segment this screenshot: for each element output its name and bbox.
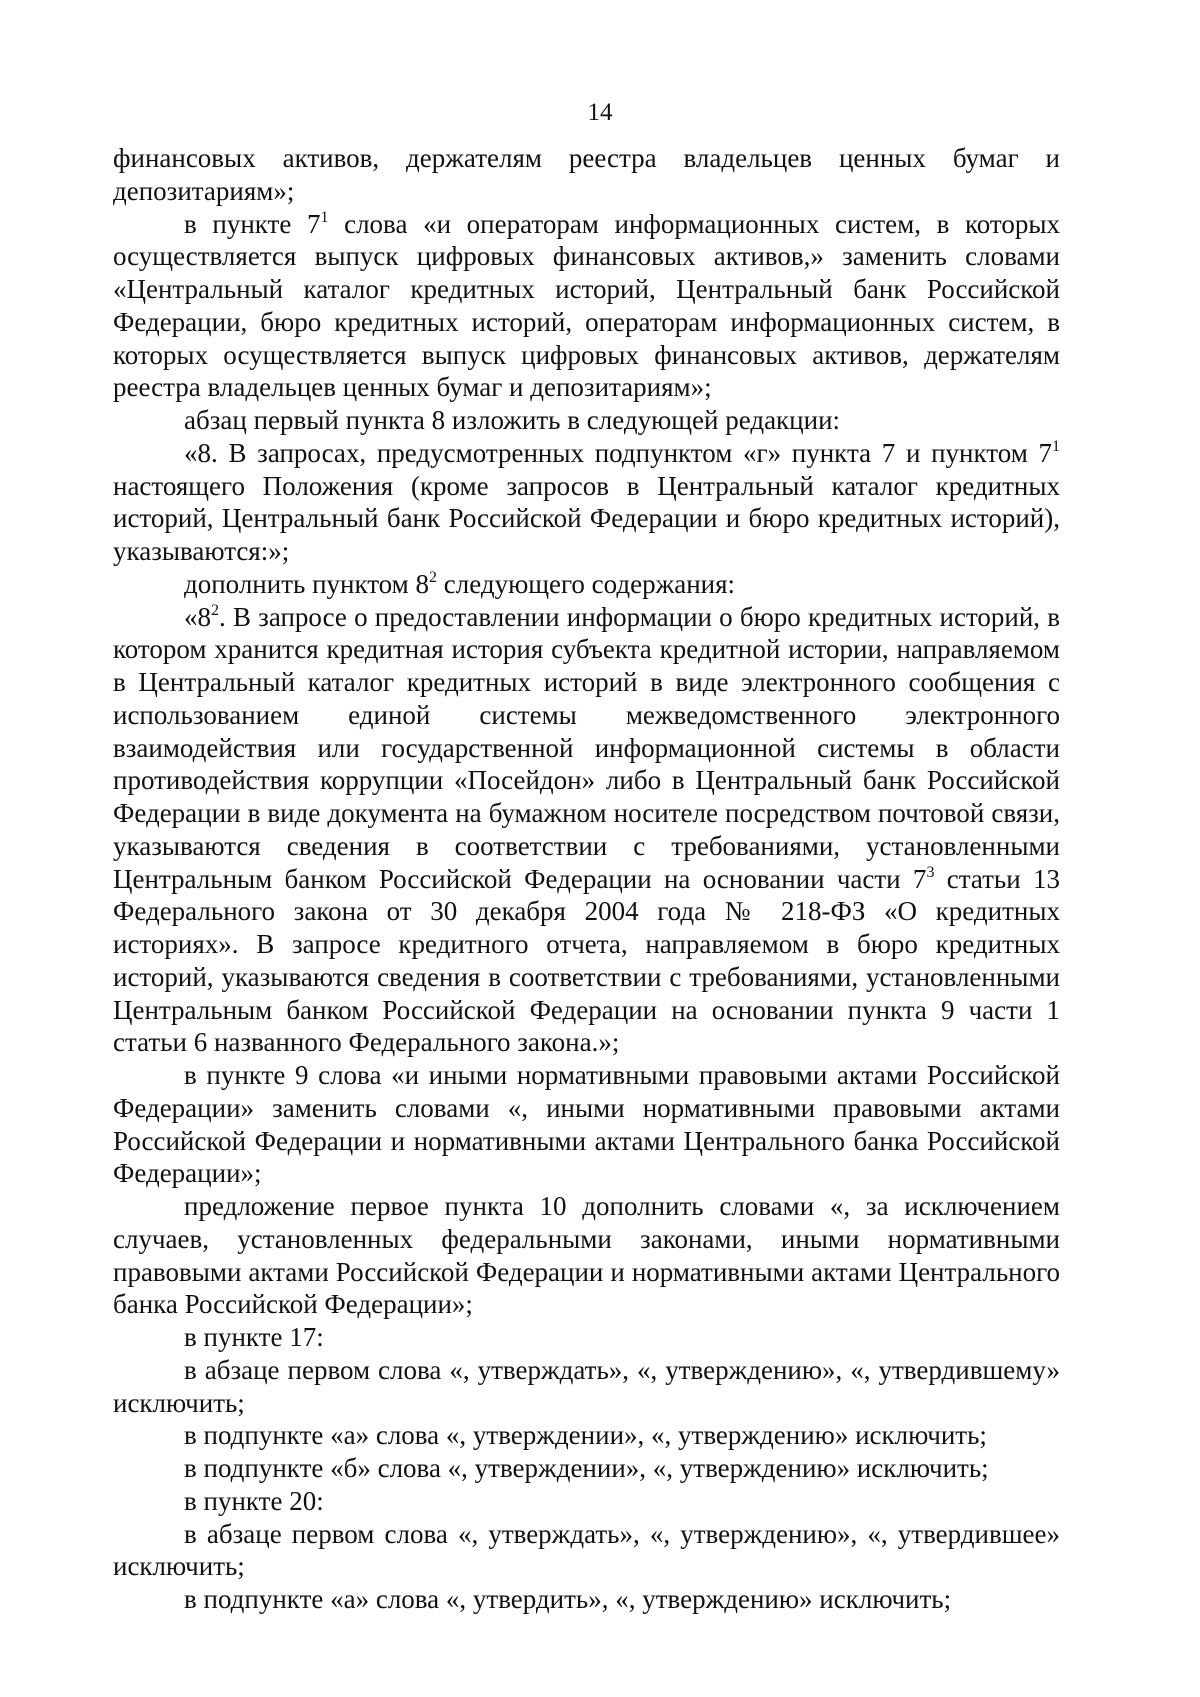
paragraph (113, 142, 1060, 208)
paragraph (113, 1059, 1060, 1190)
paragraph-text: финансовых активов, держателям реестра владельцев ценных бумаг и депозитариям»; (113, 143, 1060, 206)
paragraph (113, 208, 1060, 405)
paragraph-text: в подпункте «а» слова «, утверждении», «, утверждению» исключить; (184, 1420, 987, 1451)
paragraph-text: в абзаце первом слова «, утверждать», «, утверждению», «, утвердившее» исключить; (113, 1518, 1060, 1582)
document-body (113, 142, 1060, 1616)
paragraph-text: в пункте 17: (184, 1322, 324, 1352)
paragraph (113, 437, 1060, 568)
paragraph-text: в пункте 9 слова «и иными нормативными правовыми актами Российской Федерации» заменить словами «, иными нормативными правовыми актами Российской Федерации и нормативными актами Центрального банка Российской Федерации»; (113, 1060, 1060, 1189)
paragraph-text: «8 (184, 601, 211, 632)
superscript: 1 (320, 208, 329, 226)
paragraph (113, 1419, 1060, 1452)
paragraph-text: статьи 13 Федерального закона от 30 декабря 2004 года № 218-ФЗ «О кредитных историях». В запросе кредитного отчета, направляемом в бюро кредитных историй, указываются сведения в соответствии с требованиями, установленными Центральным банком Российской Федерации на основании пункта 9 части 1 статьи 6 названного Федерального закона.»; (113, 863, 1060, 1058)
paragraph-text: в подпункте «б» слова «, утверждении», «, утверждению» исключить; (184, 1453, 989, 1483)
paragraph (113, 1518, 1060, 1584)
paragraph-text: настоящего Положения (кроме запросов в Центральный каталог кредитных историй, Центральный банк Российской Федерации и бюро кредитных историй), указываются:»; (113, 470, 1060, 566)
paragraph-text: в подпункте «а» слова «, утвердить», «, утверждению» исключить; (184, 1584, 952, 1614)
paragraph (113, 1190, 1060, 1321)
paragraph (113, 568, 1060, 601)
paragraph-text: дополнить пунктом 8 (184, 568, 429, 599)
paragraph (113, 1485, 1060, 1518)
paragraph-text: следующего содержания: (437, 568, 736, 599)
superscript: 3 (926, 863, 935, 881)
superscript: 2 (211, 601, 219, 619)
page-number: 14 (587, 99, 613, 126)
paragraph (113, 1321, 1060, 1354)
paragraph (113, 404, 1060, 437)
paragraph-text: в пункте 7 (184, 208, 321, 239)
paragraph (113, 1452, 1060, 1485)
superscript: 1 (1052, 437, 1060, 455)
paragraph-text: в абзаце первом слова «, утверждать», «, утверждению», «, утвердившему» исключить; (113, 1354, 1060, 1418)
paragraph-text: абзац первый пункта 8 изложить в следующей редакции: (184, 405, 841, 435)
paragraph (113, 1354, 1060, 1420)
paragraph (113, 1583, 1060, 1616)
paragraph-text: в пункте 20: (184, 1485, 324, 1516)
paragraph-text: «8. В запросах, предусмотренных подпунктом «г» пункта 7 и пунктом 7 (184, 437, 1052, 468)
superscript: 2 (429, 568, 437, 586)
paragraph (113, 601, 1060, 1060)
paragraph-text: слова «и операторам информационных систем, в которых осуществляется выпуск цифровых финансовых активов,» заменить словами «Центральный каталог кредитных историй, Центральный банк Российской Федерации, бюро кредитных историй, операторам информационных систем, в которых осуществляется выпуск цифровых финансовых активов, держателям реестра владельцев ценных бумаг и депозитариям»; (113, 208, 1060, 403)
paragraph-text: предложение первое пункта 10 дополнить словами «, за исключением случаев, установленных федеральными законами, иными нормативными правовыми актами Российской Федерации и нормативными актами Центрального банка Российской Федерации»; (113, 1191, 1060, 1320)
paragraph-text: . В запросе о предоставлении информации о бюро кредитных историй, в котором хранится кредитная история субъекта кредитной истории, направляемом в Центральный каталог кредитных историй в виде электронного сообщения с использованием единой системы межведомственного электронного взаимодействия или государственной информационной системы в области противодействия коррупции «Посейдон» либо в Центральный банк Российской Федерации в виде документа на бумажном носителе посредством почтовой связи, указываются сведения в соответствии с требованиями, установленными Центральным банком Российской Федерации на основании части 7 (113, 601, 1060, 894)
